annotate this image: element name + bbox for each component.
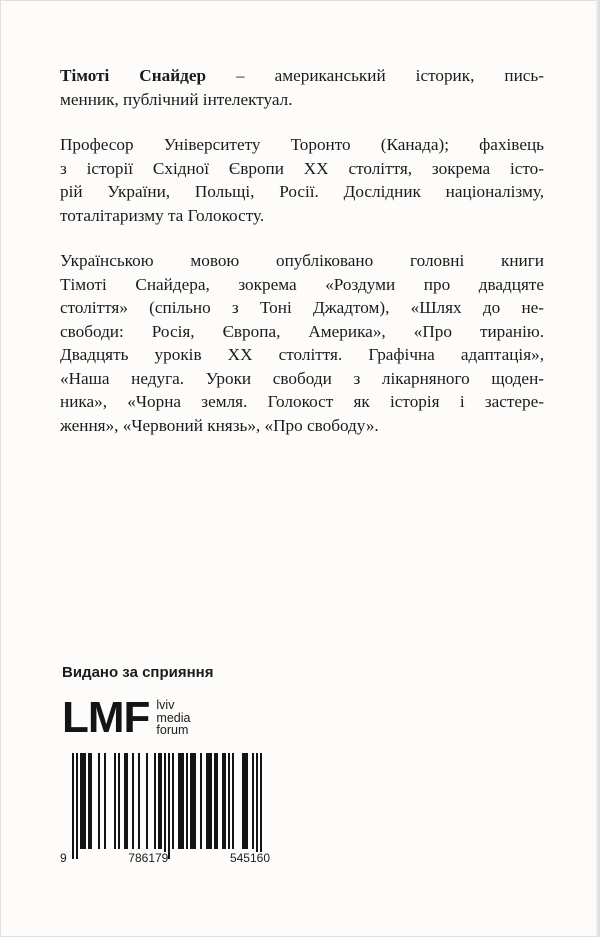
isbn-first-digit: 9 bbox=[60, 851, 67, 865]
bio-line: ження», «Червоний князь», «Про свободу». bbox=[60, 415, 379, 435]
lmf-logo-words bbox=[156, 699, 190, 737]
barcode-bar bbox=[114, 753, 116, 849]
author-name: Тімоті Снайдер bbox=[60, 66, 207, 85]
barcode-bar bbox=[206, 753, 212, 849]
barcode-bar bbox=[172, 753, 174, 849]
sponsor-heading: Видано за сприяння bbox=[62, 664, 214, 681]
barcode-bar bbox=[214, 753, 218, 849]
lmf-logo-word: media bbox=[156, 710, 191, 725]
barcode-guard-bar bbox=[256, 753, 258, 859]
barcode-bar bbox=[228, 753, 230, 849]
page-edge bbox=[596, 0, 600, 937]
barcode-bar bbox=[138, 753, 140, 849]
lmf-logo-word: lviv bbox=[156, 698, 175, 712]
barcode-bar bbox=[178, 753, 184, 849]
bio-line: ника», «Чорна земля. Голокост як історія і застере- bbox=[60, 392, 544, 411]
bio-line: століття» (спільно з Тоні Джадтом), «Шлях до не- bbox=[60, 298, 544, 317]
barcode-guard-bar bbox=[164, 753, 166, 859]
barcode-bar bbox=[252, 753, 254, 849]
bio-career-paragraph bbox=[60, 133, 544, 227]
bio-line: Тімоті Снайдера, зокрема «Роздуми про двадцяте bbox=[60, 274, 544, 294]
bio-line: Тімоті Снайдер – американський історик, пись- bbox=[60, 66, 544, 85]
barcode-guard-bar bbox=[76, 753, 78, 859]
bio-line: «Наша недуга. Уроки свободи з лікарняного щоден- bbox=[60, 368, 544, 388]
barcode-guard-bar bbox=[260, 753, 262, 859]
bio-line: рій України, Польщі, Росії. Дослідник націоналізму, bbox=[60, 182, 544, 201]
barcode-bar bbox=[124, 753, 128, 849]
bio-books-paragraph bbox=[60, 249, 544, 437]
barcode-bar bbox=[98, 753, 100, 849]
bio-line: Двадцять уроків XX століття. Графічна адаптація», bbox=[60, 345, 544, 364]
barcode-bar bbox=[232, 753, 234, 849]
isbn-number bbox=[60, 852, 270, 865]
barcode-bars bbox=[60, 753, 270, 861]
barcode-bar bbox=[80, 753, 86, 849]
barcode-bar bbox=[186, 753, 188, 849]
bio-line: Українською мовою опубліковано головні книги bbox=[60, 251, 544, 270]
barcode-guard-bar bbox=[168, 753, 170, 859]
author-bio bbox=[60, 64, 544, 459]
barcode-bar bbox=[154, 753, 156, 849]
barcode-bar bbox=[118, 753, 120, 849]
lviv-media-forum-logo bbox=[62, 693, 191, 742]
barcode-bar bbox=[200, 753, 202, 849]
isbn-left-group: 786179 bbox=[128, 851, 169, 865]
bio-line: свободи: Росія, Європа, Америка», «Про тиранію. bbox=[60, 321, 544, 341]
barcode-bar bbox=[242, 753, 248, 849]
bio-intro-paragraph bbox=[60, 64, 544, 111]
bio-line: з історії Східної Європи XX століття, зокрема істо- bbox=[60, 158, 544, 178]
bio-line: тоталітаризму та Голокосту. bbox=[60, 205, 265, 225]
lmf-logo-mark: LMF bbox=[62, 693, 150, 742]
barcode-guard-bar bbox=[72, 753, 74, 859]
barcode-bar bbox=[104, 753, 106, 849]
isbn-right-group: 545160 bbox=[229, 851, 270, 865]
barcode-bar bbox=[132, 753, 134, 849]
barcode-bar bbox=[158, 753, 162, 849]
barcode-bar bbox=[190, 753, 196, 849]
barcode-bar bbox=[222, 753, 226, 849]
bio-line: Професор Університету Торонто (Канада); фахівець bbox=[60, 135, 544, 154]
barcode-bar bbox=[146, 753, 148, 849]
isbn-barcode bbox=[60, 753, 270, 873]
barcode-bar bbox=[88, 753, 92, 849]
lmf-logo-word: forum bbox=[156, 723, 189, 737]
bio-line: менник, публічний інтелектуал. bbox=[60, 89, 293, 109]
